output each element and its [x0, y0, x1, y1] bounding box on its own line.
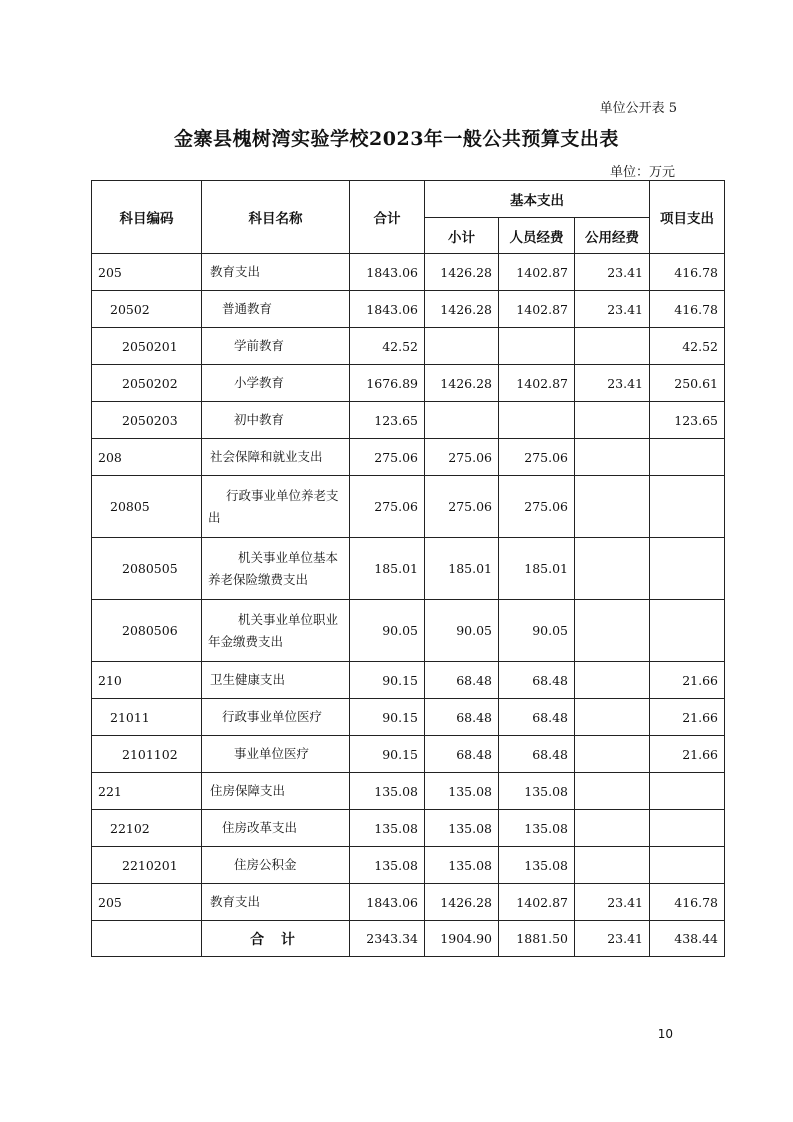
cell-public [575, 439, 650, 476]
cell-personnel: 275.06 [499, 439, 575, 476]
subject-code: 20805 [92, 476, 202, 538]
cell-project: 416.78 [650, 884, 725, 921]
cell-personnel: 68.48 [499, 699, 575, 736]
table-row [92, 328, 725, 365]
cell-public: 23.41 [575, 254, 650, 291]
subject-code: 2080506 [92, 600, 202, 662]
table-row [92, 810, 725, 847]
cell-subtotal: 135.08 [425, 810, 499, 847]
cell-total: 90.05 [350, 600, 425, 662]
cell-project [650, 476, 725, 538]
cell-personnel: 90.05 [499, 600, 575, 662]
cell-project: 416.78 [650, 254, 725, 291]
cell-project [650, 600, 725, 662]
cell-personnel: 185.01 [499, 538, 575, 600]
cell-subtotal: 68.48 [425, 662, 499, 699]
cell-public [575, 847, 650, 884]
cell-project: 250.61 [650, 365, 725, 402]
cell-personnel: 275.06 [499, 476, 575, 538]
cell-public [575, 773, 650, 810]
cell-subtotal: 90.05 [425, 600, 499, 662]
subject-code: 2050202 [92, 365, 202, 402]
cell-subtotal: 275.06 [425, 439, 499, 476]
subject-name: 学前教育 [202, 328, 350, 365]
cell-project [650, 847, 725, 884]
table-row [92, 699, 725, 736]
cell-personnel: 1402.87 [499, 291, 575, 328]
header-code: 科目编码 [92, 181, 202, 254]
table-row [92, 773, 725, 810]
table-row [92, 291, 725, 328]
subject-code: 2050203 [92, 402, 202, 439]
cell-public: 23.41 [575, 291, 650, 328]
cell-subtotal: 1426.28 [425, 884, 499, 921]
cell-total: 1676.89 [350, 365, 425, 402]
cell-personnel: 135.08 [499, 847, 575, 884]
cell-subtotal [425, 402, 499, 439]
cell-total: 275.06 [350, 476, 425, 538]
cell-total: 1843.06 [350, 254, 425, 291]
subject-code: 2080505 [92, 538, 202, 600]
cell-public: 23.41 [575, 365, 650, 402]
table-body [92, 254, 725, 921]
cell-public [575, 810, 650, 847]
cell-personnel: 1402.87 [499, 884, 575, 921]
table-row [92, 600, 725, 662]
cell-personnel [499, 402, 575, 439]
subject-name: 教育支出 [202, 254, 350, 291]
table-row [92, 439, 725, 476]
cell-project: 123.65 [650, 402, 725, 439]
form-number: 单位公开表 5 [599, 101, 677, 116]
subject-code: 20502 [92, 291, 202, 328]
totals-personnel: 1881.50 [499, 921, 575, 957]
totals-total: 2343.34 [350, 921, 425, 957]
subject-name: 行政事业单位医疗 [202, 699, 350, 736]
cell-total: 123.65 [350, 402, 425, 439]
cell-subtotal: 1426.28 [425, 254, 499, 291]
totals-public: 23.41 [575, 921, 650, 957]
subject-code: 208 [92, 439, 202, 476]
subject-code: 205 [92, 254, 202, 291]
cell-project [650, 538, 725, 600]
cell-total: 90.15 [350, 699, 425, 736]
cell-project: 21.66 [650, 662, 725, 699]
subject-code: 22102 [92, 810, 202, 847]
header-subtotal: 小计 [425, 218, 499, 254]
cell-public [575, 736, 650, 773]
header-personnel: 人员经费 [499, 218, 575, 254]
table-row [92, 254, 725, 291]
cell-total: 90.15 [350, 662, 425, 699]
cell-total: 1843.06 [350, 884, 425, 921]
subject-name: 住房保障支出 [202, 773, 350, 810]
cell-personnel: 1402.87 [499, 254, 575, 291]
cell-subtotal [425, 328, 499, 365]
cell-personnel: 1402.87 [499, 365, 575, 402]
cell-subtotal: 275.06 [425, 476, 499, 538]
cell-subtotal: 135.08 [425, 773, 499, 810]
cell-total: 185.01 [350, 538, 425, 600]
cell-subtotal: 68.48 [425, 736, 499, 773]
cell-personnel: 135.08 [499, 810, 575, 847]
totals-code-cell [92, 921, 202, 957]
subject-name: 普通教育 [202, 291, 350, 328]
table-row [92, 365, 725, 402]
cell-subtotal: 135.08 [425, 847, 499, 884]
header-name: 科目名称 [202, 181, 350, 254]
cell-personnel: 68.48 [499, 736, 575, 773]
cell-project: 21.66 [650, 736, 725, 773]
table-row [92, 476, 725, 538]
table-row [92, 736, 725, 773]
cell-project: 42.52 [650, 328, 725, 365]
subject-name: 行政事业单位养老支出 [202, 476, 350, 538]
subject-name: 社会保障和就业支出 [202, 439, 350, 476]
subject-code: 221 [92, 773, 202, 810]
subject-name: 卫生健康支出 [202, 662, 350, 699]
cell-personnel: 68.48 [499, 662, 575, 699]
cell-project [650, 810, 725, 847]
table-row [92, 884, 725, 921]
subject-code: 205 [92, 884, 202, 921]
unit-label: 单位：万元 [609, 165, 675, 180]
page-title: 金寨县槐树湾实验学校2023年一般公共预算支出表 [174, 128, 619, 150]
cell-project: 416.78 [650, 291, 725, 328]
cell-public [575, 538, 650, 600]
cell-public: 23.41 [575, 884, 650, 921]
cell-personnel: 135.08 [499, 773, 575, 810]
subject-name: 机关事业单位职业年金缴费支出 [202, 600, 350, 662]
table-row [92, 538, 725, 600]
cell-public [575, 328, 650, 365]
header-project: 项目支出 [650, 181, 725, 254]
totals-row [92, 921, 725, 957]
subject-code: 210 [92, 662, 202, 699]
cell-total: 135.08 [350, 810, 425, 847]
subject-name: 小学教育 [202, 365, 350, 402]
table-row [92, 847, 725, 884]
cell-public [575, 699, 650, 736]
cell-total: 275.06 [350, 439, 425, 476]
header-total: 合计 [350, 181, 425, 254]
page-number: 10 [657, 1027, 673, 1041]
subject-code: 21011 [92, 699, 202, 736]
subject-name: 事业单位医疗 [202, 736, 350, 773]
cell-subtotal: 185.01 [425, 538, 499, 600]
cell-total: 42.52 [350, 328, 425, 365]
header-basic: 基本支出 [425, 181, 650, 218]
subject-name: 初中教育 [202, 402, 350, 439]
cell-total: 135.08 [350, 773, 425, 810]
totals-subtotal: 1904.90 [425, 921, 499, 957]
cell-project [650, 439, 725, 476]
totals-project: 438.44 [650, 921, 725, 957]
subject-name: 机关事业单位基本养老保险缴费支出 [202, 538, 350, 600]
cell-personnel [499, 328, 575, 365]
cell-public [575, 600, 650, 662]
totals-label: 合 计 [202, 921, 350, 957]
cell-total: 1843.06 [350, 291, 425, 328]
subject-name: 住房改革支出 [202, 810, 350, 847]
cell-total: 90.15 [350, 736, 425, 773]
header-public: 公用经费 [575, 218, 650, 254]
cell-subtotal: 1426.28 [425, 365, 499, 402]
subject-name: 住房公积金 [202, 847, 350, 884]
cell-subtotal: 68.48 [425, 699, 499, 736]
cell-subtotal: 1426.28 [425, 291, 499, 328]
cell-public [575, 402, 650, 439]
cell-public [575, 662, 650, 699]
cell-project [650, 773, 725, 810]
subject-name: 教育支出 [202, 884, 350, 921]
table-row [92, 662, 725, 699]
subject-code: 2210201 [92, 847, 202, 884]
subject-code: 2101102 [92, 736, 202, 773]
cell-total: 135.08 [350, 847, 425, 884]
budget-table [91, 180, 725, 957]
cell-project: 21.66 [650, 699, 725, 736]
cell-public [575, 476, 650, 538]
table-row [92, 402, 725, 439]
subject-code: 2050201 [92, 328, 202, 365]
